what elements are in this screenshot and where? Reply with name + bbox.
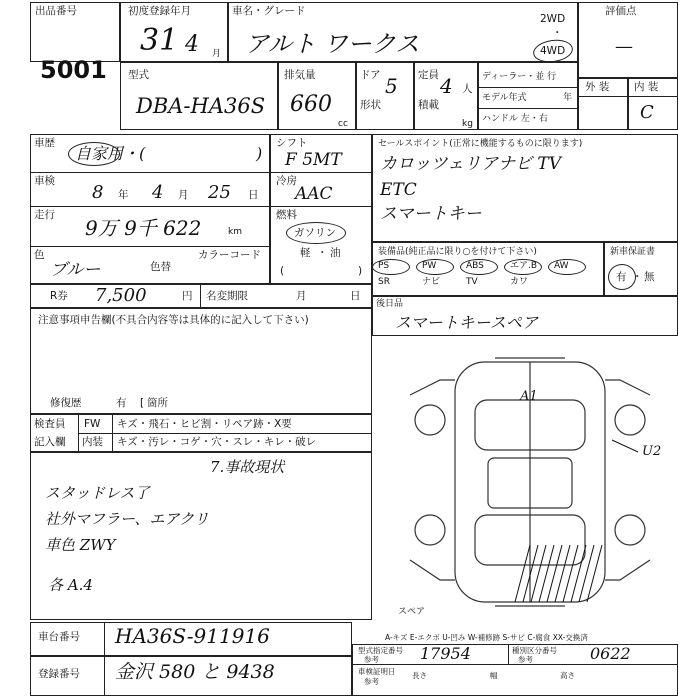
interior-label: 内 装 — [634, 81, 659, 93]
dims-height: 高さ — [560, 671, 575, 680]
model-year-unit: 年 — [563, 93, 573, 103]
history-label: 車歴 — [34, 137, 55, 149]
load-label: 積載 — [418, 99, 439, 111]
repair-places: 箇所 — [147, 397, 168, 409]
doors-label: ドア — [360, 69, 381, 81]
model-value: DBA-HA36S — [136, 94, 266, 118]
equipment-row-2 — [378, 278, 602, 292]
equipment-item: ナビ — [422, 277, 441, 287]
inspection-year-unit: 年 — [118, 189, 129, 201]
dims-width: 幅 — [490, 671, 498, 680]
after-items-value: スマートキースペア — [395, 313, 538, 332]
fuel-diesel: 油 — [330, 247, 341, 259]
doors-value: 5 — [385, 74, 398, 98]
ac-value: AAC — [295, 184, 333, 204]
fuel-gasoline: ガソリン — [294, 227, 336, 239]
model-year-label: モデル年式 — [482, 93, 527, 103]
inspector-row1-tag: FW — [84, 418, 101, 430]
remark-1: スタッドレス了 — [45, 484, 150, 502]
fuel-label: 燃料 — [276, 209, 297, 221]
exterior-label: 外 装 — [585, 81, 610, 93]
warranty-circle — [608, 264, 636, 290]
equipment-item: エア.B — [510, 261, 538, 271]
class-value: 0622 — [590, 644, 631, 663]
chassis-value: HA36S-911916 — [115, 624, 270, 648]
mark-a1: A1 — [520, 389, 538, 404]
handle-label: ハンドル 左・右 — [482, 114, 548, 124]
equipment-row-1 — [378, 262, 602, 276]
sales-points-label: セールスポイント(正常に機能するものに限ります) — [378, 139, 583, 149]
recycle-row — [30, 284, 372, 308]
shape-label: 形状 — [360, 99, 381, 111]
equipment-circle — [372, 259, 410, 275]
repair-value: 有 — [116, 397, 127, 409]
after-items-label: 後日品 — [376, 299, 404, 309]
damage-legend: A-キズ E-エクボ U-凹み W-補修跡 S-サビ C-腐食 XX-交換済 — [385, 633, 588, 642]
class-label: 種別区分番号 — [512, 646, 557, 655]
inspector-label-2: 記入欄 — [34, 436, 66, 448]
warranty-sep: ・ — [632, 271, 643, 283]
equipment-circle — [460, 259, 498, 275]
inspection-day: 25 — [208, 182, 231, 203]
car-name-value: アルト ワークス — [245, 30, 420, 58]
sales-point-3: スマートキー — [380, 204, 482, 224]
chassis-label: 車台番号 — [38, 631, 80, 643]
lot-number: 5001 — [40, 56, 107, 84]
dims-length: 長さ — [412, 671, 427, 680]
color-change-label: 色替 — [150, 261, 171, 273]
equipment-item: PS — [378, 261, 390, 271]
fuel-paren-open: ( — [280, 265, 285, 277]
color-value: ブルー — [50, 260, 101, 280]
type-cert-label: 型式指定番号 — [358, 646, 403, 655]
notes-label: 注意事項申告欄(不具合内容等は具体的に記入して下さい) — [38, 314, 309, 326]
vehicle-cert-sub: 参考 — [364, 677, 379, 686]
mileage-label: 走行 — [34, 209, 55, 221]
displacement-label: 排気量 — [284, 69, 316, 81]
drive-2wd: 2WD — [540, 13, 566, 25]
recycle-value: 7,500 — [95, 285, 147, 306]
first-reg-label: 初度登録年月 — [128, 5, 191, 17]
remark-0: 7.事故現状 — [210, 458, 285, 476]
inspector-row2-tag: 内装 — [82, 436, 103, 448]
inspection-month-unit: 月 — [178, 189, 189, 201]
registration-value: 金沢 580 と 9438 — [115, 661, 275, 683]
inspector-row1-text: キズ・飛石・ヒビ割・リペア跡・X要 — [117, 418, 292, 430]
inspector-row2-text: キズ・汚レ・コゲ・穴・スレ・キレ・破レ — [117, 436, 317, 448]
mark-u2: U2 — [642, 444, 662, 459]
name-change-month-unit: 月 — [296, 290, 307, 302]
type-cert-value: 17954 — [420, 644, 471, 663]
recycle-label: R券 — [50, 290, 68, 302]
lot-label: 出品番号 — [35, 5, 77, 17]
drive-4wd: 4WD — [540, 45, 566, 57]
car-damage-diagram — [380, 340, 680, 620]
warranty-no: 無 — [644, 271, 655, 283]
history-circle — [68, 142, 120, 166]
registration-label: 登録番号 — [38, 668, 80, 680]
repair-label: 修復歴 — [50, 397, 82, 409]
seats-value: 4 — [440, 74, 453, 98]
mileage-value: 9万 9千 622 — [85, 216, 202, 240]
equipment-circle — [416, 259, 454, 275]
inspection-label: 車検 — [34, 175, 55, 187]
type-cert-sub: 参考 — [364, 655, 379, 664]
remark-2: 社外マフラー、エアクリ — [45, 510, 209, 528]
warranty-label: 新車保証書 — [610, 247, 656, 257]
model-label: 型式 — [128, 69, 149, 81]
sales-point-1: カロッツェリアナビ TV — [380, 154, 561, 174]
fuel-circle — [286, 222, 346, 244]
seats-label: 定員 — [418, 69, 439, 81]
grade-value: — — [615, 36, 633, 57]
vehicle-cert-label: 車検証明日 — [358, 667, 396, 676]
shift-value: F 5MT — [285, 150, 342, 170]
ac-label: 冷房 — [276, 175, 297, 187]
equipment-item: ABS — [466, 261, 484, 271]
grade-label: 評価点 — [605, 5, 637, 17]
seats-unit: 人 — [462, 83, 473, 95]
damage-hatch — [515, 440, 638, 602]
class-sub: 参考 — [518, 655, 533, 664]
remark-3: 車色 ZWY — [45, 536, 116, 554]
color-code-label: カラーコード — [198, 249, 261, 261]
inspection-month: 4 — [152, 182, 164, 203]
equipment-circle — [548, 259, 586, 275]
fuel-dot: ・ — [317, 247, 328, 259]
inspection-day-unit: 日 — [248, 189, 259, 201]
equipment-circle — [504, 259, 542, 275]
inspector-label-1: 検査員 — [34, 418, 66, 430]
car-name-label: 車名・グレード — [232, 5, 306, 17]
name-change-label: 名変期限 — [206, 290, 248, 302]
inspection-year: 8 — [92, 182, 104, 203]
displacement-unit: cc — [338, 119, 348, 129]
remark-4: 各 A.4 — [48, 576, 93, 594]
fuel-paren-close: ) — [358, 265, 363, 277]
equipment-item: AW — [554, 261, 569, 271]
first-reg-month: 4 — [185, 32, 199, 57]
equipment-label: 装備品(純正品に限り○を付けて下さい) — [378, 247, 537, 257]
load-unit: kg — [462, 119, 473, 129]
history-value: 自家用・( — [75, 144, 146, 163]
dealer-label: ディーラー・並 行 — [482, 72, 557, 82]
drive-dot: ・ — [552, 27, 563, 39]
sales-point-2: ETC — [380, 180, 417, 200]
recycle-unit: 円 — [182, 290, 193, 302]
sales-points-block — [372, 134, 678, 242]
equipment-item: PW — [422, 261, 437, 271]
displacement-value: 660 — [290, 92, 332, 117]
equipment-item: TV — [466, 277, 478, 287]
warranty-yes: 有 — [616, 271, 627, 283]
name-change-day-unit: 日 — [350, 290, 361, 302]
spare-label: スペア — [398, 607, 426, 617]
repair-places-open: [ — [140, 397, 145, 409]
color-label: 色 — [34, 249, 45, 261]
shift-label: シフト — [276, 137, 308, 149]
fuel-light: 軽 — [300, 247, 311, 259]
first-reg-month-unit: 月 — [212, 49, 222, 59]
first-reg-year: 31 — [140, 23, 179, 58]
interior-value: C — [640, 102, 654, 123]
mileage-unit: km — [228, 227, 242, 237]
equipment-item: カワ — [510, 277, 529, 287]
history-close: ) — [256, 144, 263, 163]
equipment-item: SR — [378, 277, 390, 287]
